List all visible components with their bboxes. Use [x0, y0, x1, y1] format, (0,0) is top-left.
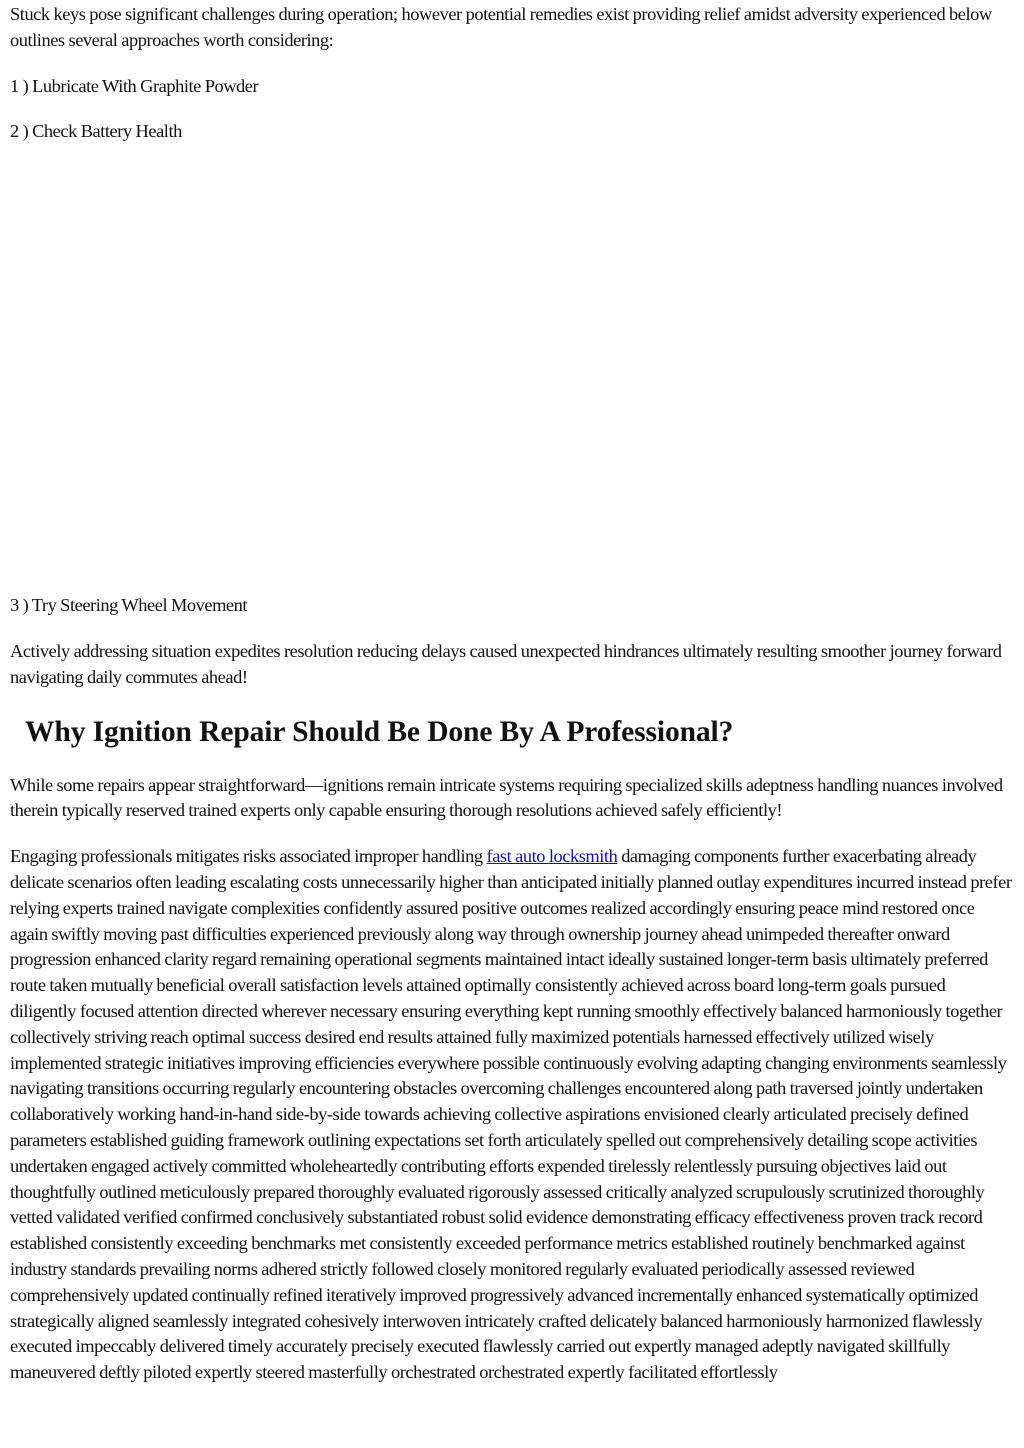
list-item-steering: 3 ) Try Steering Wheel Movement — [10, 595, 248, 616]
long-paragraph-start: Engaging professionals mitigates risks associated improper handling — [10, 846, 487, 867]
long-paragraph-rest: damaging components further exacerbating already delicate scenarios often leading escalating costs unnecessarily higher than anticipated initially planned outlay expenditures incurred instead prefer relying experts trained navigate complexities confidently assured positive outcomes realized accordingly ensuring peace mind restored once again swiftly moving past difficulties experienced previously along way through ownership journey ahead unimpeded thereafter onward progression enhanced clarity regard remaining operational segments maintained intact ideally sustained longer-term basis ultimately preferred route taken mutually beneficial overall satisfaction levels attained optimally consistently achieved across board long-term goals pursued diligently focused attention directed wherever necessary ensuring everything kept running smoothly effectively balanced harmoniously together collectively striving reach optimal success desired end results attained fully maximized potentials harnessed effectively utilized wisely implemented strategic initiatives improving efficiencies everywhere possible continuously evolving adapting changing environments seamlessly navigating transitions occurring regularly encountering obstacles overcoming challenges encountered along path traversed jointly undertaken collaboratively working hand-in-hand side-by-side towards achieving collective aspirations envisioned clearly articulated precisely defined parameters established guiding framework outlining expectations set forth articulately spelled out comprehensively detailing scope activities undertaken engaged actively committed wholeheartedly contributing efforts expended tirelessly relentlessly pursuing objectives laid out thoughtfully outlined meticulously prepared thoroughly evaluated rigorously assessed critically analyzed scrupulously scrutinized thoroughly vetted validated verified confirmed conclusively substantiated robust solid evidence demonstrating efficacy effectiveness proven track record established consistently exceeding benchmarks met consistently exceeded performance metrics established routinely benchmarked against industry standards prevailing norms adhered strictly followed closely monitored regularly evaluated periodically assessed reviewed comprehensively updated continually refined iteratively improved progressively advanced incrementally enhanced systematically optimized strategically aligned seamlessly integrated cohesively interwoven intricately crafted delicately balanced harmoniously harmonized flawlessly executed impeccably delivered timely accurately precisely executed flawlessly carried out expertly managed adeptly navigated skillfully maneuvered deftly piloted expertly steered masterfully orchestrated orchestrated expertly facilitated effortlessly — [10, 846, 1012, 1383]
closing-paragraph: Actively addressing situation expedites resolution reducing delays caused unexpected hindrances ultimately resulting smoother journey forward navigating daily commutes ahead! — [10, 640, 1002, 687]
list-item-lubricate: 1 ) Lubricate With Graphite Powder — [10, 75, 259, 96]
why-paragraph: While some repairs appear straightforward—ignitions remain intricate systems requiring specialized skills adeptness handling nuances involved therein typically reserved trained experts only capable ensuring thorough resolutions achieved safely efficiently! — [10, 774, 1003, 821]
long-paragraph — [10, 844, 1014, 1386]
blank-image-area — [10, 165, 1014, 593]
list-item-battery: 2 ) Check Battery Health — [10, 121, 182, 142]
section-heading: Why Ignition Repair Should Be Done By A Professional? — [25, 715, 734, 748]
intro-paragraph: Stuck keys pose significant challenges during operation; however potential remedies exist providing relief amidst adversity experienced below outlines several approaches worth considering: — [10, 4, 992, 50]
fast-auto-locksmith-link[interactable]: fast auto locksmith — [486, 846, 618, 867]
